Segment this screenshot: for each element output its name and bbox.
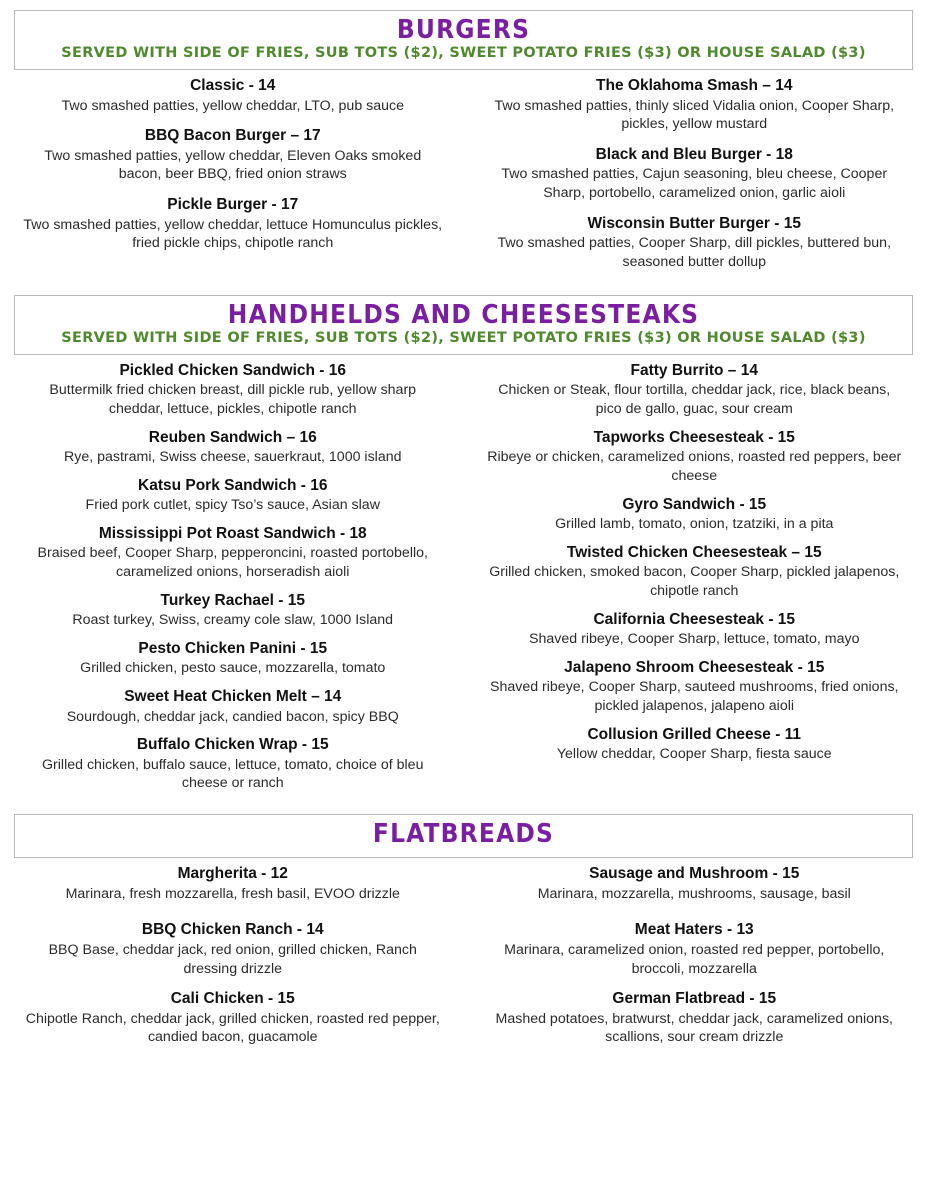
menu-item-name: Cali Chicken - 15 [170,990,295,1008]
menu-item [484,428,906,486]
menu-item-name: Pickled Chicken Sandwich - 16 [119,362,347,379]
menu-item-desc: Grilled chicken, buffalo sauce, lettuce, tomato, choice of bleu cheese or ranch [42,756,424,792]
menu-item-desc: Sourdough, cheddar jack, candied bacon, spicy BBQ [66,708,399,725]
menu-item-name: Sweet Heat Chicken Melt – 14 [124,688,342,706]
section-columns [8,361,919,802]
menu-item-desc: Two smashed patties, thinly sliced Vidalia onion, Cooper Sharp, pickles, yellow mustard [494,97,895,133]
menu-section-flatbreads [8,814,919,1058]
menu-item-desc: Yellow cheddar, Cooper Sharp, fiesta sauce [556,745,832,762]
menu-item-desc: Two smashed patties, yellow cheddar, lettuce Homunculus pickles, fried pickle chips, chipotle ranch [23,216,443,252]
menu-item [484,610,906,649]
menu-item-name: Fatty Burrito – 14 [630,362,758,379]
menu-item-desc: Marinara, fresh mozzarella, fresh basil, EVOO drizzle [65,885,400,902]
menu-item-desc: BBQ Base, cheddar jack, red onion, grilled chicken, Ranch dressing drizzle [48,941,417,977]
menu-item-desc: Rye, pastrami, Swiss cheese, sauerkraut, 1000 island [63,449,402,466]
menu-item-name: Katsu Pork Sandwich - 16 [138,476,328,494]
menu-item [484,214,906,272]
menu-item-name: Pesto Chicken Panini - 15 [138,640,328,658]
menu-item-name: Jalapeno Shroom Cheesesteak - 15 [564,658,825,676]
menu-item-desc: Chipotle Ranch, cheddar jack, grilled chicken, roasted red pepper, candied bacon, guacamole [25,1010,440,1046]
menu-item [484,725,906,764]
menu-item-name: California Cheesesteak - 15 [593,610,796,628]
menu-item [484,361,906,419]
section-title: HANDHELDS AND CHEESESTEAKS [227,299,700,330]
menu-item [22,524,444,582]
menu-item [484,864,906,903]
menu-item-name: Twisted Chicken Cheesesteak – 15 [566,543,822,561]
menu-item-name: Reuben Sandwich – 16 [148,428,317,446]
menu-item [22,476,444,515]
menu-item [22,989,444,1047]
menu-item-name: BBQ Chicken Ranch - 14 [141,921,324,939]
menu-item [22,864,444,903]
menu-item [484,989,906,1047]
menu-item-desc: Braised beef, Cooper Sharp, pepperoncini, roasted portobello, caramelized onions, horseradish aioli [37,545,428,581]
menu-item [484,920,906,978]
menu-item-desc: Marinara, mozzarella, mushrooms, sausage, basil [537,885,851,902]
menu-item [22,591,444,630]
column-right [484,864,906,1058]
menu-item-desc: Grilled chicken, pesto sauce, mozzarella, tomato [80,660,386,677]
menu-item-desc: Shaved ribeye, Cooper Sharp, lettuce, tomato, mayo [529,631,860,648]
section-columns [8,864,919,1058]
menu-item [22,639,444,678]
column-left [22,864,444,1058]
menu-item-name: Classic - 14 [190,77,276,95]
menu-item-desc: Grilled lamb, tomato, onion, tzatziki, in a pita [555,516,834,533]
menu-item-desc: Two smashed patties, Cooper Sharp, dill pickles, buttered bun, seasoned butter dollup [497,235,892,271]
menu-item [22,76,444,115]
column-right [484,76,906,283]
menu-item-name: Mississippi Pot Roast Sandwich - 18 [98,525,367,543]
column-right [484,361,906,802]
column-left [22,76,444,283]
section-banner [14,10,913,70]
menu-item-name: German Flatbread - 15 [612,990,777,1008]
menu-item [22,126,444,184]
menu-item-desc: Two smashed patties, Cajun seasoning, bleu cheese, Cooper Sharp, portobello, caramelized onion, garlic aioli [501,166,888,202]
menu-item-name: BBQ Bacon Burger – 17 [144,127,321,145]
section-title: FLATBREADS [372,819,555,850]
menu-item [484,76,906,134]
menu-item-desc: Mashed potatoes, bratwurst, cheddar jack, caramelized onions, scallions, sour cream drizzle [495,1010,893,1046]
menu-section-burgers [8,10,919,283]
menu-item-name: Collusion Grilled Cheese - 11 [587,725,802,743]
menu-item-desc: Ribeye or chicken, caramelized onions, roasted red peppers, beer cheese [487,449,902,484]
section-banner [14,814,913,858]
menu-item [22,361,444,419]
menu-item [22,195,444,253]
section-subtitle: SERVED WITH SIDE OF FRIES, SUB TOTS ($2), SWEET POTATO FRIES ($3) OR HOUSE SALAD ($3) [61,45,866,62]
menu-item-desc: Two smashed patties, yellow cheddar, LTO, pub sauce [61,97,405,114]
menu-item-desc: Two smashed patties, yellow cheddar, Eleven Oaks smoked bacon, beer BBQ, fried onion straws [44,147,422,183]
section-title: BURGERS [396,15,531,45]
menu-item-name: Margherita - 12 [177,865,288,883]
menu-item [484,145,906,203]
menu-item [22,428,444,467]
menu-item-name: Black and Bleu Burger - 18 [595,146,793,164]
section-subtitle: SERVED WITH SIDE OF FRIES, SUB TOTS ($2), SWEET POTATO FRIES ($3) OR HOUSE SALAD ($3) [61,330,866,347]
menu-section-handhelds-and-cheesesteaks [8,295,919,802]
menu-item-desc: Grilled chicken, smoked bacon, Cooper Sharp, pickled jalapenos, chipotle ranch [489,564,900,599]
menu-item [22,735,444,793]
menu-item-desc: Chicken or Steak, flour tortilla, cheddar jack, rice, black beans, pico de gallo, guac, sour cream [498,382,891,418]
menu-item-name: Buffalo Chicken Wrap - 15 [136,736,329,754]
section-banner [14,295,913,355]
menu-item [22,920,444,978]
menu-item-desc: Fried pork cutlet, spicy Tso’s sauce, Asian slaw [85,497,380,514]
menu-item-name: Wisconsin Butter Burger - 15 [587,214,801,232]
section-columns [8,76,919,283]
menu-item [484,658,906,716]
menu-item-name: Gyro Sandwich - 15 [622,495,767,513]
menu-item-desc: Roast turkey, Swiss, creamy cole slaw, 1000 Island [72,612,394,629]
menu-item-desc: Shaved ribeye, Cooper Sharp, sauteed mushrooms, fried onions, pickled jalapenos, jalapeno aioli [489,679,899,714]
menu-item-desc: Buttermilk fried chicken breast, dill pickle rub, yellow sharp cheddar, lettuce, pickles, chipotle ranch [49,382,417,418]
menu-item-name: Meat Haters - 13 [634,921,754,939]
menu-item-name: Sausage and Mushroom - 15 [589,865,800,883]
menu-item-name: Tapworks Cheesesteak - 15 [593,428,795,446]
menu-item [484,495,906,534]
menu-item-desc: Marinara, caramelized onion, roasted red pepper, portobello, broccoli, mozzarella [504,941,885,977]
menu-item-name: Pickle Burger - 17 [167,196,299,214]
menu-item-name: The Oklahoma Smash – 14 [596,77,793,95]
menu-item [22,687,444,726]
menu-item [484,543,906,601]
column-left [22,361,444,802]
menu-item-name: Turkey Rachael - 15 [160,591,305,609]
